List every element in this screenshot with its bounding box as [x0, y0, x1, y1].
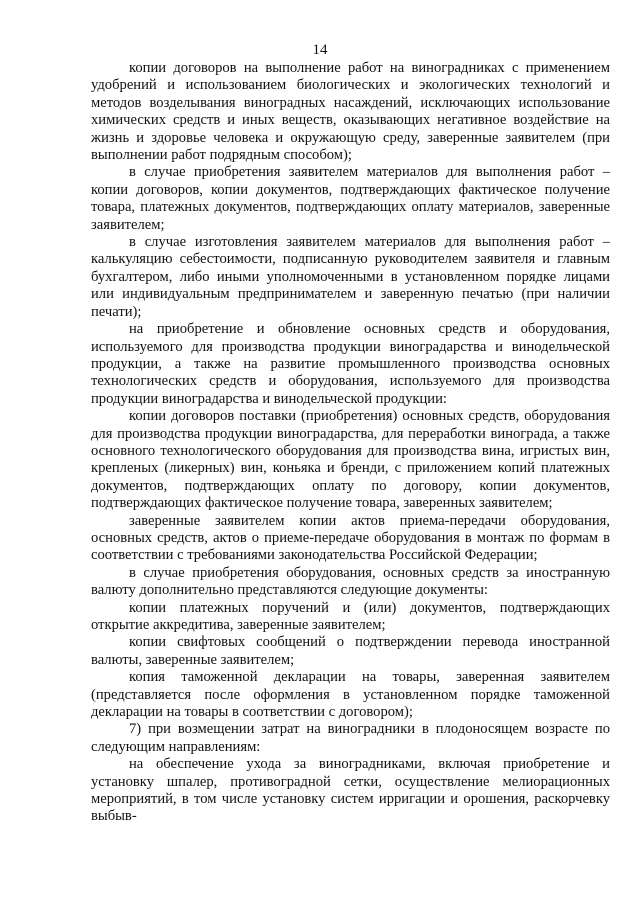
paragraph: на обеспечение ухода за виноградниками, включая приобретение и установку шпалер, противоградной сетки, осуществление мелиорационных мероприятий, в том числе установку систем ирригации и орошения, раскорчевку выбыв- — [91, 756, 610, 825]
paragraph: копия таможенной декларации на товары, заверенная заявителем (представляется после оформления в установленном порядке таможенной декларации на товары в соответствии с договором); — [91, 669, 610, 721]
document-body — [91, 60, 610, 826]
page-number: 14 — [312, 42, 328, 58]
paragraph: 7) при возмещении затрат на виноградники в плодоносящем возрасте по следующим направлениям: — [91, 721, 610, 755]
paragraph: в случае приобретения заявителем материалов для выполнения работ – копии договоров, копии документов, подтверждающих фактическое получение товара, платежных документов, подтверждающих оплату материалов, заверенные заявителем; — [91, 164, 610, 233]
paragraph: копии платежных поручений и (или) документов, подтверждающих открытие аккредитива, заверенные заявителем; — [91, 599, 610, 633]
paragraph: в случае изготовления заявителем материалов для выполнения работ – калькуляцию себестоимости, подписанную руководителем заявителя и главным бухгалтером, либо иными уполномоченными в установленном порядке лицами или индивидуальным предпринимателем и заверенную печатью (при наличии печати); — [91, 234, 610, 320]
paragraph: копии свифтовых сообщений о подтверждении перевода иностранной валюты, заверенные заявителем; — [91, 634, 610, 668]
paragraph: на приобретение и обновление основных средств и оборудования, используемого для производства продукции виноградарства и винодельческой продукции, а также на развитие промышленного производства основных технологических средств и оборудования, используемого для производства продукции виноградарства и винодельческой продукции: — [91, 321, 610, 407]
paragraph: копии договоров поставки (приобретения) основных средств, оборудования для производства продукции виноградарства, для переработки винограда, а также основного технологического оборудования для производства вина, игристых вин, крепленых (ликерных) вин, коньяка и бренди, с приложением копий платежных документов, подтверждающих оплату по договору, копии документов, подтверждающих фактическое получение товара, заверенных заявителем; — [91, 408, 610, 512]
paragraph: в случае приобретения оборудования, основных средств за иностранную валюту дополнительно представляются следующие документы: — [91, 564, 610, 599]
paragraph: заверенные заявителем копии актов приема-передачи оборудования, основных средств, актов о приеме-передаче оборудования в монтаж по формам в соответствии с требованиями законодательства Российской Федерации; — [91, 512, 610, 564]
paragraph: копии договоров на выполнение работ на виноградниках с применением удобрений и использованием биологических и экологических технологий и методов возделывания виноградных насаждений, исключающих использование химических средств и иных веществ, оказывающих негативное воздействие на жизнь и здоровье человека и окружающую среду, заверенные заявителем (при выполнении работ подрядным способом); — [91, 60, 610, 164]
